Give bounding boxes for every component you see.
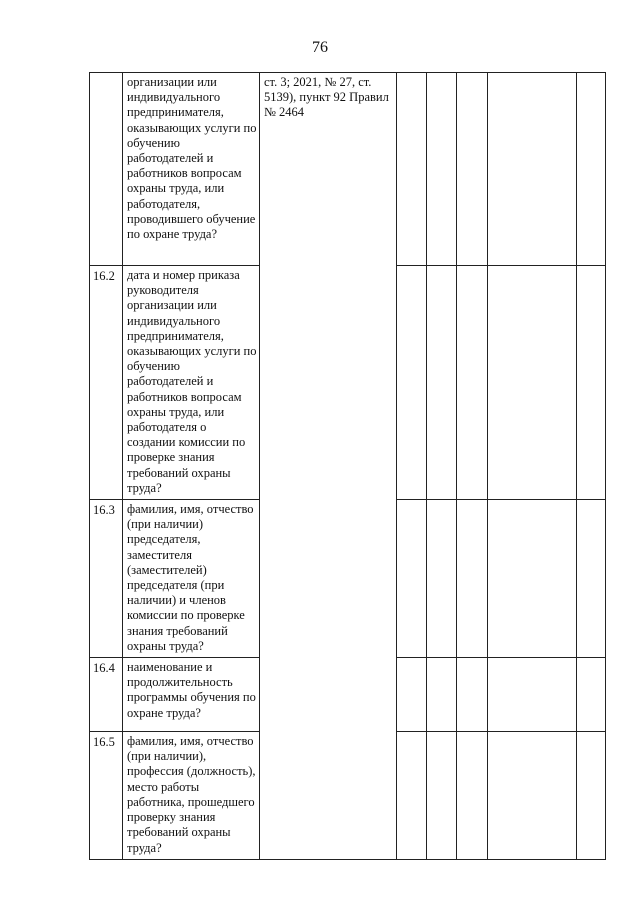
reference-cell xyxy=(260,73,397,860)
answer-yes-cell xyxy=(397,732,427,860)
answer-yes-cell xyxy=(397,500,427,658)
answer-no-cell xyxy=(427,658,457,732)
reference-text: ст. 3; 2021, № 27, ст. 5139), пункт 92 Правил № 2464 xyxy=(264,75,389,120)
question-text: фамилия, имя, отчество (при наличии) председателя, заместителя (заместителей) председателя (при наличии) и членов комиссии по проверке знания требований охраны труда? xyxy=(127,502,254,653)
extra-cell xyxy=(577,266,606,500)
question-cell xyxy=(123,266,260,500)
note-cell xyxy=(488,500,577,658)
question-text: дата и номер приказа руководителя организации или индивидуального предпринимателя, оказывающих услуги по обучению работодателей и работников вопросам охраны труда, или работодателя о создании комиссии по проверке знания требований охраны труда? xyxy=(127,268,257,495)
row-number-cell: 16.5 xyxy=(90,732,123,860)
question-cell xyxy=(123,500,260,658)
answer-yes-cell xyxy=(397,266,427,500)
checklist-table xyxy=(89,72,606,860)
table-row xyxy=(90,73,606,266)
question-text: наименование и продолжительность программы обучения по охране труда? xyxy=(127,660,256,720)
answer-na-cell xyxy=(457,732,488,860)
answer-na-cell xyxy=(457,73,488,266)
note-cell xyxy=(488,73,577,266)
extra-cell xyxy=(577,732,606,860)
row-number-cell: 16.2 xyxy=(90,266,123,500)
row-number-cell: 16.4 xyxy=(90,658,123,732)
extra-cell xyxy=(577,73,606,266)
note-cell xyxy=(488,658,577,732)
question-text: фамилия, имя, отчество (при наличии), профессия (должность), место работы работника, прошедшего проверку знания требований охраны труда? xyxy=(127,734,256,855)
answer-na-cell xyxy=(457,500,488,658)
page-number: 76 xyxy=(312,39,328,56)
note-cell xyxy=(488,266,577,500)
question-cell xyxy=(123,73,260,266)
question-text: организации или индивидуального предпринимателя, оказывающих услуги по обучению работодателей и работников вопросам охраны труда, или работодателя, проводившего обучение по охране труда? xyxy=(127,75,257,242)
answer-no-cell xyxy=(427,266,457,500)
answer-no-cell xyxy=(427,732,457,860)
extra-cell xyxy=(577,658,606,732)
row-number-cell xyxy=(90,73,123,266)
answer-no-cell xyxy=(427,500,457,658)
answer-na-cell xyxy=(457,266,488,500)
answer-yes-cell xyxy=(397,658,427,732)
question-cell xyxy=(123,732,260,860)
row-number-cell: 16.3 xyxy=(90,500,123,658)
note-cell xyxy=(488,732,577,860)
extra-cell xyxy=(577,500,606,658)
answer-no-cell xyxy=(427,73,457,266)
question-cell xyxy=(123,658,260,732)
answer-yes-cell xyxy=(397,73,427,266)
answer-na-cell xyxy=(457,658,488,732)
